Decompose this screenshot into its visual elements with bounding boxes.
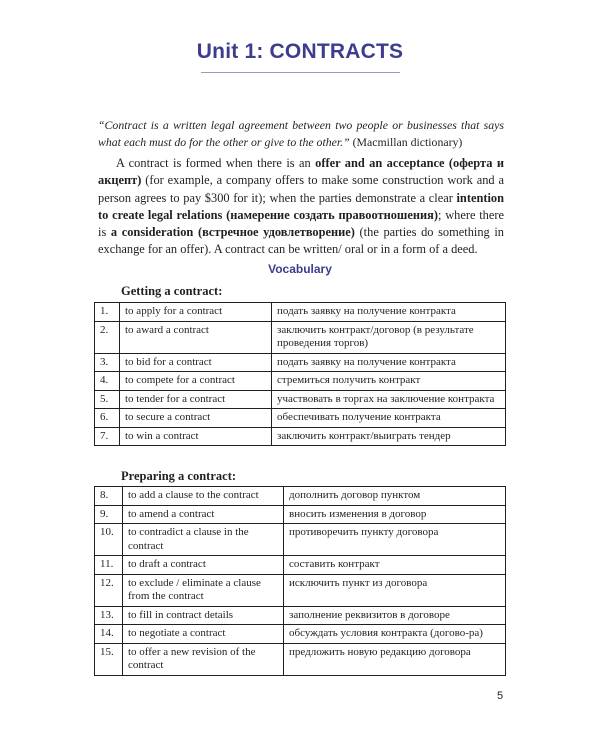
table-row bbox=[95, 606, 506, 625]
russian-translation: заключить контракт/договор (в результате проведения торгов) bbox=[272, 321, 506, 353]
russian-translation: стремиться получить контракт bbox=[272, 372, 506, 391]
english-term: to award a contract bbox=[120, 321, 272, 353]
section-heading-getting: Getting a contract: bbox=[121, 284, 223, 298]
table-row bbox=[95, 524, 506, 556]
russian-translation: исключить пункт из договора bbox=[284, 574, 506, 606]
intro-paragraph bbox=[98, 155, 504, 259]
table-row bbox=[95, 487, 506, 506]
vocab-table-getting bbox=[94, 302, 506, 446]
russian-translation: обсуждать условия контракта (догово-ра) bbox=[284, 625, 506, 644]
english-term: to amend a contract bbox=[123, 505, 284, 524]
russian-translation: противоречить пункту договора bbox=[284, 524, 506, 556]
row-number: 8. bbox=[95, 487, 123, 506]
row-number: 10. bbox=[95, 524, 123, 556]
table-row bbox=[95, 625, 506, 644]
vocabulary-heading: Vocabulary bbox=[268, 262, 332, 276]
intro-text-4: (the parties do something in exchange for an offer). A contract can be written/ oral or in a form of a deed. bbox=[98, 225, 505, 257]
row-number: 1. bbox=[95, 303, 120, 322]
vocab-table-preparing bbox=[94, 486, 506, 676]
english-term: to contradict a clause in the contract bbox=[123, 524, 284, 556]
russian-translation: составить контракт bbox=[284, 556, 506, 575]
english-term: to offer a new revision of the contract bbox=[123, 643, 284, 675]
section-heading-preparing: Preparing a contract: bbox=[121, 469, 237, 483]
table-row bbox=[95, 574, 506, 606]
row-number: 11. bbox=[95, 556, 123, 575]
english-term: to fill in contract details bbox=[123, 606, 284, 625]
russian-translation: предложить новую редакцию договора bbox=[284, 643, 506, 675]
table-row bbox=[95, 353, 506, 372]
russian-translation: подать заявку на получение контракта bbox=[272, 353, 506, 372]
title-underline bbox=[201, 72, 400, 73]
page-number: 5 bbox=[497, 690, 504, 702]
quote-text: “Contract is a written legal agreement between two people or businesses that says what each must do for the other or give to the other.” bbox=[98, 118, 504, 149]
definition-quote bbox=[98, 117, 504, 151]
english-term: to secure a contract bbox=[120, 409, 272, 428]
table-row bbox=[95, 372, 506, 391]
table-row bbox=[95, 556, 506, 575]
russian-translation: вносить изменения в договор bbox=[284, 505, 506, 524]
russian-translation: заполнение реквизитов в договоре bbox=[284, 606, 506, 625]
row-number: 13. bbox=[95, 606, 123, 625]
table-row bbox=[95, 427, 506, 446]
english-term: to exclude / eliminate a clause from the contract bbox=[123, 574, 284, 606]
intro-text-2: (for example, a company offers to make some construction work and a person agrees to pay $300 for it); when the parties demonstrate a clear bbox=[98, 173, 504, 205]
english-term: to compete for a contract bbox=[120, 372, 272, 391]
row-number: 3. bbox=[95, 353, 120, 372]
row-number: 7. bbox=[95, 427, 120, 446]
russian-translation: подать заявку на получение контракта bbox=[272, 303, 506, 322]
russian-translation: дополнить договор пунктом bbox=[284, 487, 506, 506]
english-term: to add a clause to the contract bbox=[123, 487, 284, 506]
term-intention: intention to create legal relations (намерение создать правоотношения) bbox=[98, 190, 504, 222]
english-term: to apply for a contract bbox=[120, 303, 272, 322]
russian-translation: заключить контракт/выиграть тендер bbox=[272, 427, 506, 446]
table-row bbox=[95, 390, 506, 409]
page-title: Unit 1: CONTRACTS bbox=[196, 40, 404, 63]
intro-text-3: ; where there is bbox=[98, 207, 504, 240]
row-number: 15. bbox=[95, 643, 123, 675]
table-row bbox=[95, 409, 506, 428]
row-number: 5. bbox=[95, 390, 120, 409]
english-term: to draft a contract bbox=[123, 556, 284, 575]
table-row bbox=[95, 321, 506, 353]
quote-source: (Macmillan dictionary) bbox=[352, 135, 463, 149]
english-term: to win a contract bbox=[120, 427, 272, 446]
russian-translation: участвовать в торгах на заключение контракта bbox=[272, 390, 506, 409]
row-number: 4. bbox=[95, 372, 120, 391]
english-term: to bid for a contract bbox=[120, 353, 272, 372]
row-number: 14. bbox=[95, 625, 123, 644]
term-offer-acceptance: offer and an acceptance (оферта и акцепт) bbox=[98, 156, 504, 188]
english-term: to negotiate a contract bbox=[123, 625, 284, 644]
table-row bbox=[95, 505, 506, 524]
row-number: 12. bbox=[95, 574, 123, 606]
english-term: to tender for a contract bbox=[120, 390, 272, 409]
row-number: 6. bbox=[95, 409, 120, 428]
row-number: 2. bbox=[95, 321, 120, 353]
intro-text-1: A contract is formed when there is an bbox=[116, 156, 316, 170]
term-consideration: a consideration (встречное удовлетворение) bbox=[110, 225, 355, 240]
row-number: 9. bbox=[95, 505, 123, 524]
russian-translation: обеспечивать получение контракта bbox=[272, 409, 506, 428]
table-row bbox=[95, 303, 506, 322]
table-row bbox=[95, 643, 506, 675]
